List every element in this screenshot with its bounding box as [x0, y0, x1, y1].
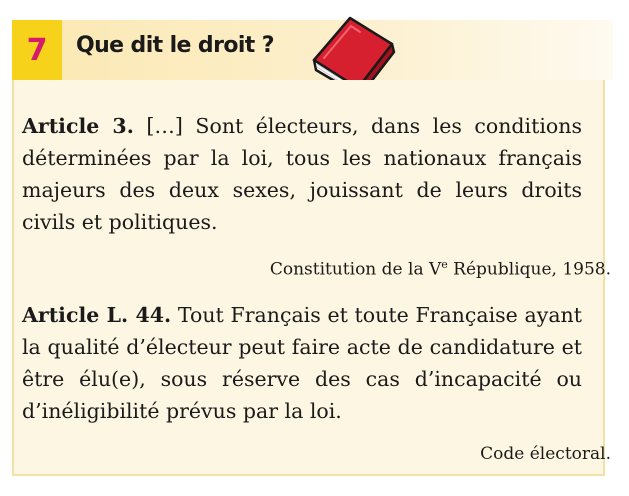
- article-3-source-suffix: République, 1958.: [447, 259, 611, 280]
- article-l44-source: Code électoral.: [480, 444, 611, 464]
- section-number: 7: [12, 20, 62, 80]
- article-3-source-sup: e: [441, 258, 448, 271]
- article-3-source: [270, 258, 611, 280]
- section-title: Que dit le droit ?: [76, 33, 274, 58]
- article-l44-label: Article L. 44.: [22, 303, 172, 327]
- article-3-source-prefix: Constitution de la V: [269, 259, 442, 280]
- article-3-label: Article 3.: [22, 114, 134, 138]
- article-l44-text: Tout Français et toute Française ayant la qualité d’électeur peut faire acte de candidature et être élu(e), sous réserve des cas d’incapacité ou d’inéligibilité prévus par la loi.: [22, 303, 582, 423]
- article-l44: [22, 299, 582, 427]
- article-3-text: […] Sont électeurs, dans les conditions déterminées par la loi, tous les nationaux français majeurs des deux sexes, jouissant de leurs droits civils et politiques.: [22, 114, 582, 234]
- article-3: [22, 110, 582, 238]
